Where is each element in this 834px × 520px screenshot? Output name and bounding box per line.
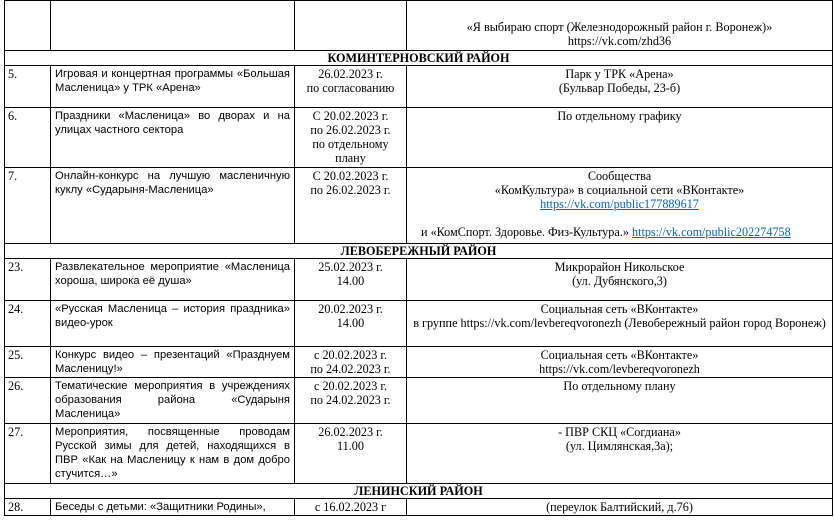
cell-num: 28. <box>5 499 51 516</box>
place-line <box>411 225 828 239</box>
section-header-row <box>5 244 833 259</box>
place-link[interactable]: https://vk.com/zhd36 <box>567 34 672 48</box>
cell-desc: Беседы с детьми: «Защитники Родины», <box>51 499 295 516</box>
date-line: 26.02.2023 г. <box>318 67 383 81</box>
events-table <box>4 0 833 516</box>
cell-num: 25. <box>5 347 51 378</box>
place-line: (ул. Цимлянская,3а); <box>565 439 674 453</box>
table-row <box>5 378 833 424</box>
date-line: с 16.02.2023 г <box>314 500 387 514</box>
cell-date <box>295 424 407 484</box>
cell-date <box>295 108 407 168</box>
table-row <box>5 259 833 301</box>
cell-place <box>407 347 833 378</box>
place-line: Социальная сеть «ВКонтакте» <box>540 348 699 362</box>
section-header-row <box>5 484 833 499</box>
place-line: Микрорайон Никольское <box>554 260 685 274</box>
cell-place <box>407 259 833 301</box>
cell-num: 23. <box>5 259 51 301</box>
cell-desc: Развлекательное мероприятие «Масленица хороша, широка её душа» <box>51 259 295 301</box>
spacer <box>411 211 828 225</box>
cell-num: 26. <box>5 378 51 424</box>
cell-place <box>407 168 833 244</box>
table-row <box>5 424 833 484</box>
place-line: (переулок Балтийский, д.76) <box>546 500 693 514</box>
cell-num: 24. <box>5 301 51 347</box>
place-text: и «КомСпорт. Здоровье. Физ-Культура.» <box>421 225 632 239</box>
date-line: с 20.02.2023 г. <box>313 379 388 393</box>
cell-date <box>295 168 407 244</box>
cell-place <box>407 301 833 347</box>
date-line: по 26.02.2023 г. <box>310 123 391 137</box>
cell-date <box>295 66 407 108</box>
place-line: «КомКультура» в социальной сети «ВКонтакте» <box>494 183 745 197</box>
table-row <box>5 168 833 244</box>
place-line: По отдельному плану <box>563 379 676 393</box>
date-line: 14.00 <box>336 274 365 288</box>
cell-place <box>407 66 833 108</box>
cell-desc: Праздники «Масленица» во дворах и на улицах частного сектора <box>51 108 295 168</box>
date-line: по отдельному <box>312 137 389 151</box>
table-row <box>5 347 833 378</box>
cell-place <box>407 424 833 484</box>
cell-date <box>295 301 407 347</box>
cell-desc: Игровая и концертная программы «Большая Масленица» у ТРК «Арена» <box>51 66 295 108</box>
date-line: с 20.02.2023 г. <box>313 348 388 362</box>
vk-link[interactable]: https://vk.com/public177889617 <box>540 197 699 211</box>
cell-place <box>407 499 833 516</box>
table-row <box>5 301 833 347</box>
cell-num: 6. <box>5 108 51 168</box>
cell-num: 27. <box>5 424 51 484</box>
date-line: С 20.02.2023 г. <box>312 109 389 123</box>
place-line: Социальная сеть «ВКонтакте» <box>540 302 699 316</box>
place-line: (Бульвар Победы, 23-б) <box>558 81 681 95</box>
date-line: 26.02.2023 г. <box>318 425 383 439</box>
cell-desc: Тематические мероприятия в учреждениях образования района «Сударыня Масленица» <box>51 378 295 424</box>
date-line: 11.00 <box>337 439 364 453</box>
cell-place <box>407 1 833 51</box>
place-line: в группе https://vk.com/levbereqvoronezh (Левобережный район город Воронеж) <box>413 316 826 330</box>
section-title: ЛЕНИНСКИЙ РАЙОН <box>5 484 833 499</box>
cell-date <box>295 499 407 516</box>
place-line: Парк у ТРК «Арена» <box>565 67 674 81</box>
cell-desc <box>51 1 295 51</box>
cell-num <box>5 1 51 51</box>
date-line: 25.02.2023 г. <box>318 260 383 274</box>
cell-desc: Конкурс видео – презентаций «Празднуем Масленицу!» <box>51 347 295 378</box>
date-line: по 24.02.2023 г. <box>310 393 391 407</box>
section-header-row <box>5 51 833 66</box>
cell-place <box>407 108 833 168</box>
cell-date <box>295 378 407 424</box>
place-line[interactable]: https://vk.com/levbereqvoronezh <box>539 362 700 376</box>
place-line: По отдельному графику <box>557 109 682 123</box>
cell-date <box>295 1 407 51</box>
place-line: - ПВР СКЦ «Согдиана» <box>558 425 681 439</box>
cell-place <box>407 378 833 424</box>
date-line: по 24.02.2023 г. <box>310 362 391 376</box>
table-row <box>5 66 833 108</box>
date-line: по 26.02.2023 г. <box>310 183 391 197</box>
vk-link[interactable]: https://vk.com/public202274758 <box>631 225 791 239</box>
date-line: 14.00 <box>336 316 365 330</box>
place-line: «Я выбираю спорт (Железнодорожный район г. Воронеж)» <box>466 20 773 34</box>
cell-date <box>295 347 407 378</box>
cell-num: 7. <box>5 168 51 244</box>
date-line: С 20.02.2023 г. <box>312 169 389 183</box>
date-line: 20.02.2023 г. <box>318 302 383 316</box>
place-link-line <box>411 197 828 211</box>
cell-desc: Мероприятия, посвященные проводам Русской зимы для детей, находящихся в ПВР «Как на Масленицу к нам в дом добро стучится…» <box>51 424 295 484</box>
cell-desc: Онлайн-конкурс на лучшую масленичную куклу «Сударыня-Масленица» <box>51 168 295 244</box>
cell-num: 5. <box>5 66 51 108</box>
table-row <box>5 108 833 168</box>
place-line: (ул. Дубянского,3) <box>572 274 667 288</box>
table-row <box>5 1 833 51</box>
section-title: ЛЕВОБЕРЕЖНЫЙ РАЙОН <box>5 244 833 259</box>
table-row <box>5 499 833 516</box>
place-line: Сообщества <box>587 169 652 183</box>
section-title: КОМИНТЕРНОВСКИЙ РАЙОН <box>5 51 833 66</box>
date-line: плану <box>335 151 366 165</box>
cell-desc: «Русская Масленица – история праздника» видео-урок <box>51 301 295 347</box>
cell-date <box>295 259 407 301</box>
date-line: по согласованию <box>306 81 395 95</box>
